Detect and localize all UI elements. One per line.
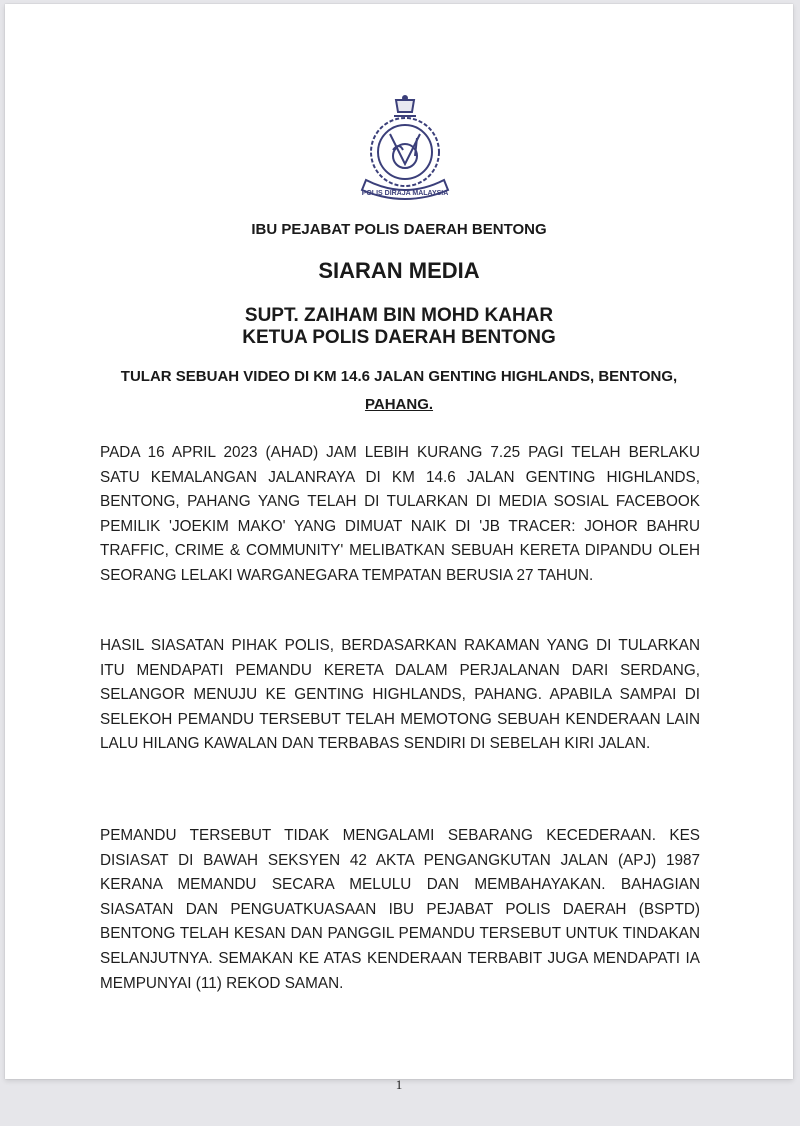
officer-block <box>5 305 793 349</box>
paragraph-2: HASIL SIASATAN PIHAK POLIS, BERDASARKAN RAKAMAN YANG DI TULARKAN ITU MENDAPATI PEMANDU KERETA DALAM PERJALANAN DARI SERDANG, SELANGOR MENUJU KE GENTING HIGHLANDS, PAHANG. APABILA SAMPAI DI SELEKOH PEMANDU TERSEBUT TELAH MEMOTONG SEBUAH KENDERAAN LAIN LALU HILANG KAWALAN DAN TERBABAS SENDIRI DI SEBELAH KIRI JALAN. <box>100 637 700 753</box>
paragraph-3: PEMANDU TERSEBUT TIDAK MENGALAMI SEBARANG KECEDERAAN. KES DISIASAT DI BAWAH SEKSYEN 42 AKTA PENGANGKUTAN JALAN (APJ) 1987 KERANA MEMANDU SECARA MELULU DAN MEMBAHAYAKAN. BAHAGIAN SIASATAN DAN PENGUATKUASAAN IBU PEJABAT POLIS DAERAH (BSPTD) BENTONG TELAH KESAN DAN PANGGIL PEMANDU TERSEBUT UNTUK TINDAKAN SELANJUTNYA. SEMAKAN KE ATAS KENDERAAN TERBABIT JUGA MENDAPATI IA MEMPUNYAI (11) REKOD SAMAN. <box>100 827 700 992</box>
police-crest-icon <box>350 94 460 204</box>
officer-position: KETUA POLIS DAERAH BENTONG <box>242 327 556 348</box>
page-title: SIARAN MEDIA <box>318 258 480 283</box>
subject-line-1: TULAR SEBUAH VIDEO DI KM 14.6 JALAN GENTING HIGHLANDS, BENTONG, <box>120 368 678 385</box>
document-page <box>5 4 793 1092</box>
officer-name: SUPT. ZAIHAM BIN MOHD KAHAR <box>244 305 554 326</box>
paragraph-1: PADA 16 APRIL 2023 (AHAD) JAM LEBIH KURANG 7.25 PAGI TELAH BERLAKU SATU KEMALANGAN JALANRAYA DI KM 14.6 JALAN GENTING HIGHLANDS, BENTONG, PAHANG YANG TELAH DI TULARKAN DI MEDIA SOSIAL FACEBOOK PEMILIK 'JOEKIM MAKO' YANG DIMUAT NAIK DI 'JB TRACER: JOHOR BAHRU TRAFFIC, CRIME & COMMUNITY' MELIBATKAN SEBUAH KERETA DIPANDU OLEH SEORANG LELAKI WARGANEGARA TEMPATAN BERUSIA 27 TAHUN. <box>100 444 700 584</box>
subject-line-2: PAHANG. <box>364 396 434 413</box>
subject-heading <box>5 363 793 419</box>
crest-motto: POLIS DIRAJA MALAYSIA <box>361 190 449 197</box>
page-number: 1 <box>395 1077 403 1092</box>
office-heading: IBU PEJABAT POLIS DAERAH BENTONG <box>251 221 547 238</box>
